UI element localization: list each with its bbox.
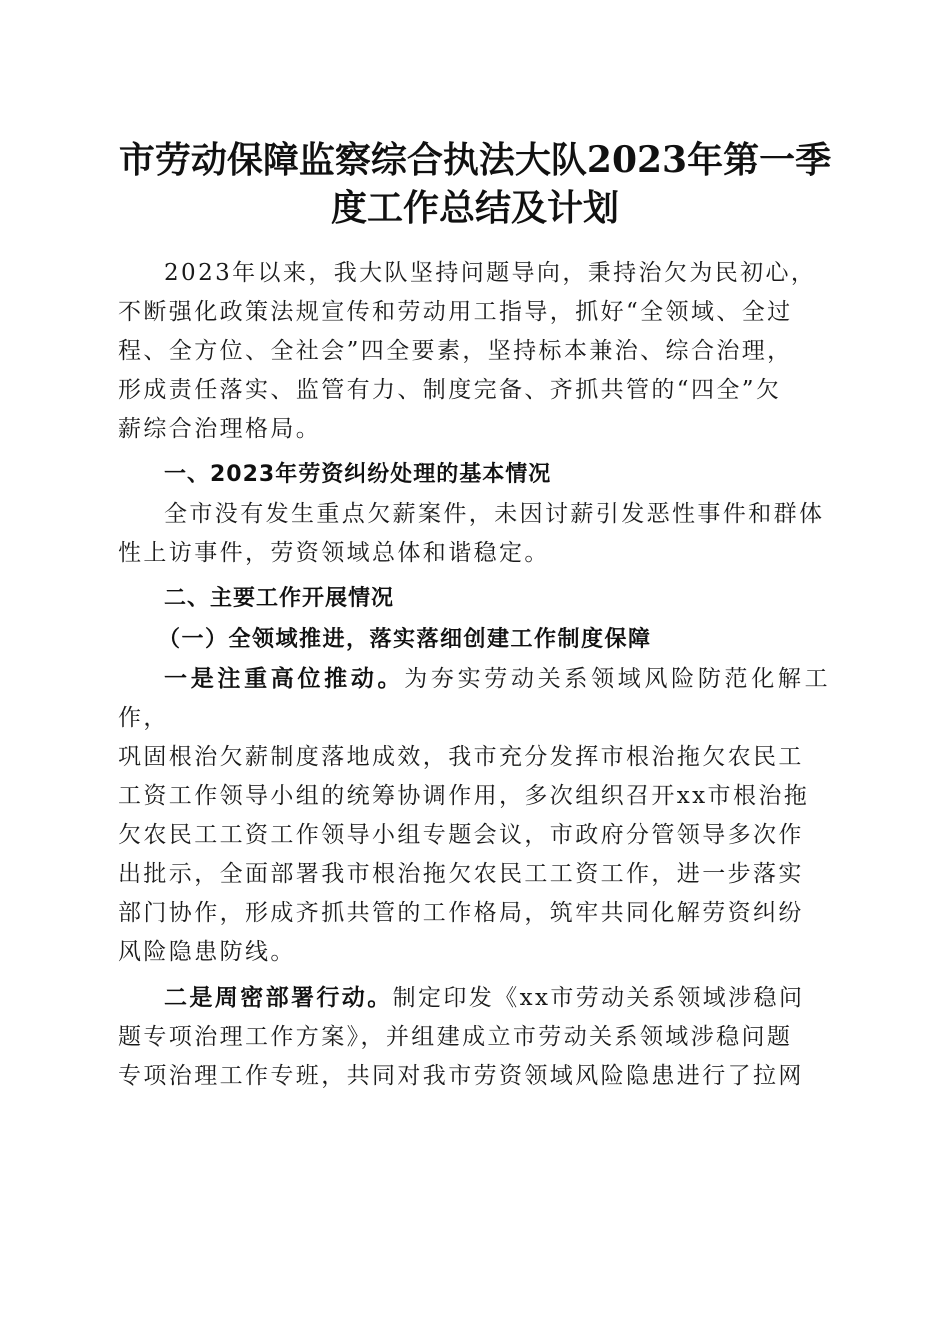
subsection-1-heading: （一）全领域推进，落实落细创建工作制度保障 bbox=[158, 626, 652, 652]
item-1-lead: 一是注重高位推动。 bbox=[164, 665, 405, 692]
item-1-text: 为夯实劳动关系领域风险防范化解工作， bbox=[118, 666, 830, 731]
paragraph-line: 全市没有发生重点欠薪案件，未因讨薪引发恶性事件和群体 bbox=[164, 501, 825, 527]
item-2-text: 制定印发《xx市劳动关系领域涉稳问 bbox=[392, 985, 805, 1011]
intro-paragraph bbox=[118, 254, 830, 449]
paragraph-line: 题专项治理工作方案》，并组建成立市劳动关系领域涉稳问题 bbox=[118, 1024, 793, 1050]
section-1-heading: 一、2023年劳资纠纷处理的基本情况 bbox=[164, 462, 552, 487]
paragraph-line: 部门协作，形成齐抓共管的工作格局，筑牢共同化解劳资纠纷 bbox=[118, 900, 804, 926]
title-line-2: 度工作总结及计划 bbox=[330, 187, 619, 229]
paragraph-line: 风险隐患防线。 bbox=[118, 939, 296, 965]
title-line-1: 市劳动保障监察综合执法大队2023年第一季 bbox=[118, 139, 832, 181]
item-2-lead: 二是周密部署行动。 bbox=[164, 984, 393, 1011]
item-2-paragraph bbox=[118, 978, 830, 1096]
paragraph-line: 出批示，全面部署我市根治拖欠农民工工资工作，进一步落实 bbox=[118, 861, 804, 887]
document-body bbox=[118, 254, 830, 1096]
paragraph-line: 程、全方位、全社会”四全要素，坚持标本兼治、综合治理， bbox=[118, 338, 793, 364]
document-title bbox=[100, 136, 850, 232]
paragraph-line: 巩固根治欠薪制度落地成效，我市充分发挥市根治拖欠农民工 bbox=[118, 744, 804, 770]
section-1-paragraph bbox=[118, 495, 830, 573]
paragraph-line: 不断强化政策法规宣传和劳动用工指导，抓好“全领域、全过 bbox=[118, 299, 793, 325]
section-2-heading: 二、主要工作开展情况 bbox=[164, 586, 395, 611]
paragraph-line: 形成责任落实、监管有力、制度完备、齐抓共管的“四全”欠 bbox=[118, 377, 782, 403]
paragraph-line: 2023年以来，我大队坚持问题导向，秉持治欠为民初心， bbox=[164, 260, 817, 286]
paragraph-line bbox=[118, 978, 830, 1018]
paragraph-line bbox=[118, 659, 830, 738]
paragraph-line: 专项治理工作专班，共同对我市劳资领域风险隐患进行了拉网 bbox=[118, 1063, 804, 1089]
paragraph-line: 性上访事件，劳资领域总体和谐稳定。 bbox=[118, 540, 550, 566]
paragraph-line: 工资工作领导小组的统筹协调作用，多次组织召开xx市根治拖 bbox=[118, 783, 810, 809]
item-1-paragraph bbox=[118, 659, 830, 972]
paragraph-line: 薪综合治理格局。 bbox=[118, 416, 322, 442]
paragraph-line: 欠农民工工资工作领导小组专题会议，市政府分管领导多次作 bbox=[118, 822, 804, 848]
